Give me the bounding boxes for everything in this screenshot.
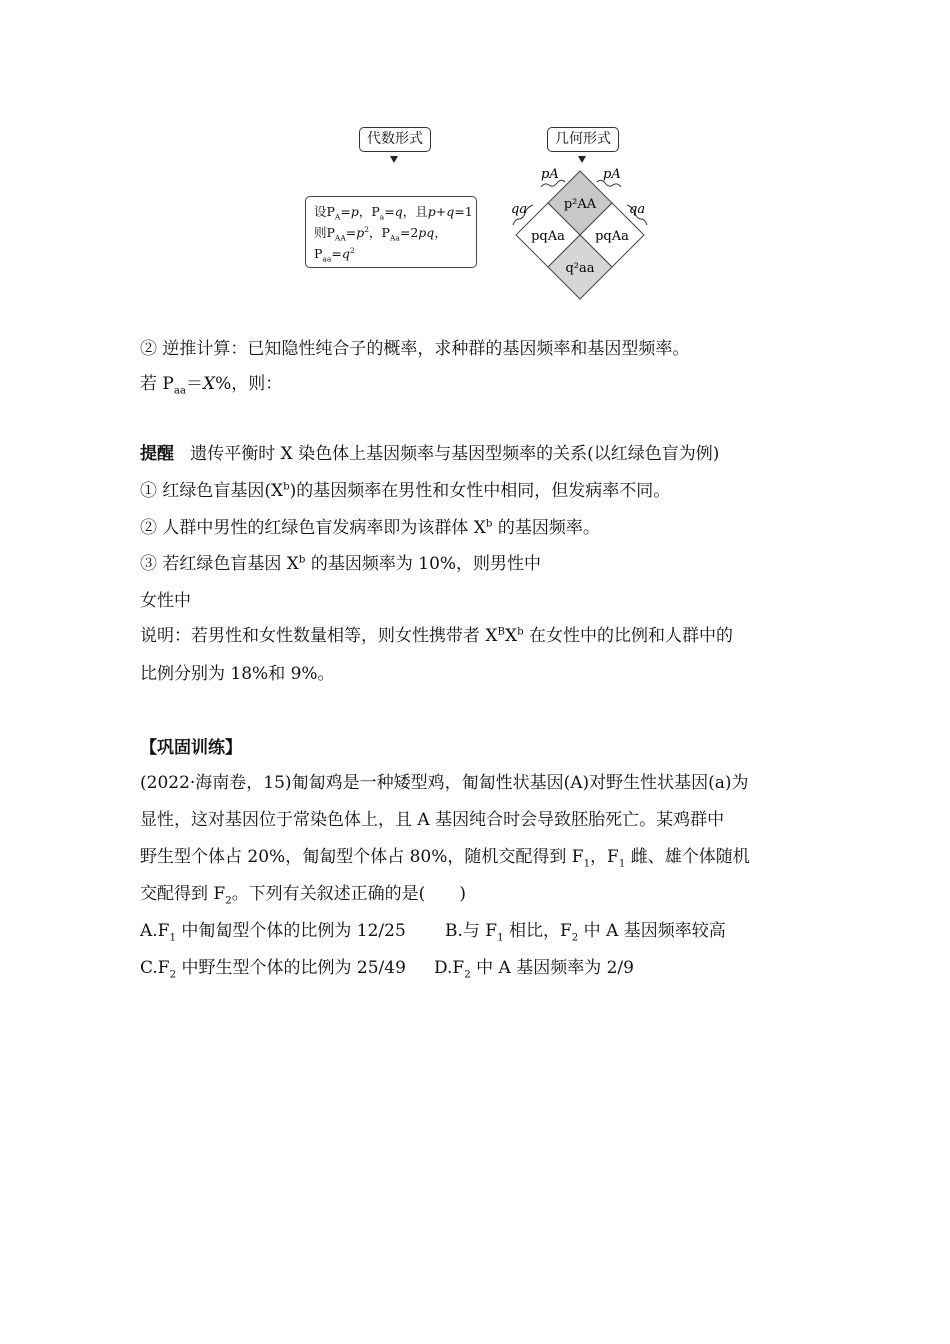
note-line-2: 比例分别为 18%和 9%。 xyxy=(140,664,335,684)
label-qa-right: qa xyxy=(629,202,646,217)
if-paa-line: 若 $P_{aa}=X\%$，则： xyxy=(140,374,283,397)
tip-line: 提醒 遗传平衡时 X 染色体上基因频率与基因型频率的关系(以红绿色盲为例) xyxy=(140,444,720,464)
item-2: ② 人群中男性的红绿色盲发病率即为该群体 $X^b$ 的基因频率。 xyxy=(140,518,600,538)
algebraic-line-2: 则$P_{AA}=p^2$，$P_{Aa}=2pq$， xyxy=(314,224,447,243)
question-line-2: 显性，这对基因位于常染色体上，且 A 基因纯合时会导致胚胎死亡。某鸡群中 xyxy=(140,810,725,830)
item-3: ③ 若红绿色盲基因 $X^b$ 的基因频率为 10%，则男性中 xyxy=(140,554,542,574)
algebraic-line-1: 设$P_A=p$，$P_a=q$，且p+q=1 xyxy=(314,204,473,222)
option-d[interactable]: $D.F_2$ 中 A 基因频率为 2/9 xyxy=(434,958,634,981)
female-line: 女性中 xyxy=(140,591,191,611)
label-pA-right: pA xyxy=(603,167,621,182)
tip-label: 提醒 xyxy=(140,444,174,464)
geometric-punnett-diagram xyxy=(505,165,655,300)
item-1: ① 红绿色盲基因$(X^b)$的基因频率在男性和女性中相同，但发病率不同。 xyxy=(140,481,671,501)
cell-bottom-label: q²aa xyxy=(565,261,595,276)
algebraic-line-3: $P_{aa}=q^2$ xyxy=(314,245,355,264)
question-line-1: (2022·海南卷，15)匍匐鸡是一种矮型鸡，匍匐性状基因(A)对野生性状基因(a)为 xyxy=(140,773,749,793)
cell-right-label: pqAa xyxy=(595,229,629,244)
algebraic-arrow-icon xyxy=(390,156,398,163)
question-line-4: 交配得到 $F_2$。下列有关叙述正确的是( ) xyxy=(140,884,466,907)
geometric-arrow-icon xyxy=(578,156,586,163)
section-title: 【巩固训练】 xyxy=(140,738,242,758)
geometric-form-label: 几何形式 xyxy=(547,127,619,152)
reverse-calc-line: ② 逆推计算：已知隐性纯合子的概率，求种群的基因频率和基因型频率。 xyxy=(140,339,690,359)
option-c[interactable]: $C.F_2$ 中野生型个体的比例为 25/49 xyxy=(140,958,406,981)
question-line-3: 野生型个体占 20%，匍匐型个体占 80%，随机交配得到 $F_1$，$F_1$ 雌、雄个体随机 xyxy=(140,847,750,870)
option-b[interactable]: B.与 $F_1$ 相比，$F_2$ 中 A 基因频率较高 xyxy=(445,921,726,944)
note-line-1: 说明：若男性和女性数量相等，则女性携带者 $X^BX^b$ 在女性中的比例和人群中的 xyxy=(140,626,734,646)
label-pA-left: pA xyxy=(541,167,559,182)
option-a[interactable]: $A.F_1$ 中匍匐型个体的比例为 12/25 xyxy=(140,921,406,944)
cell-top-label: p²AA xyxy=(563,197,597,212)
algebraic-form-label: 代数形式 xyxy=(359,127,431,152)
label-qa-left: qa xyxy=(511,202,528,217)
algebraic-formula-box xyxy=(305,196,477,268)
cell-left-label: pqAa xyxy=(531,229,565,244)
